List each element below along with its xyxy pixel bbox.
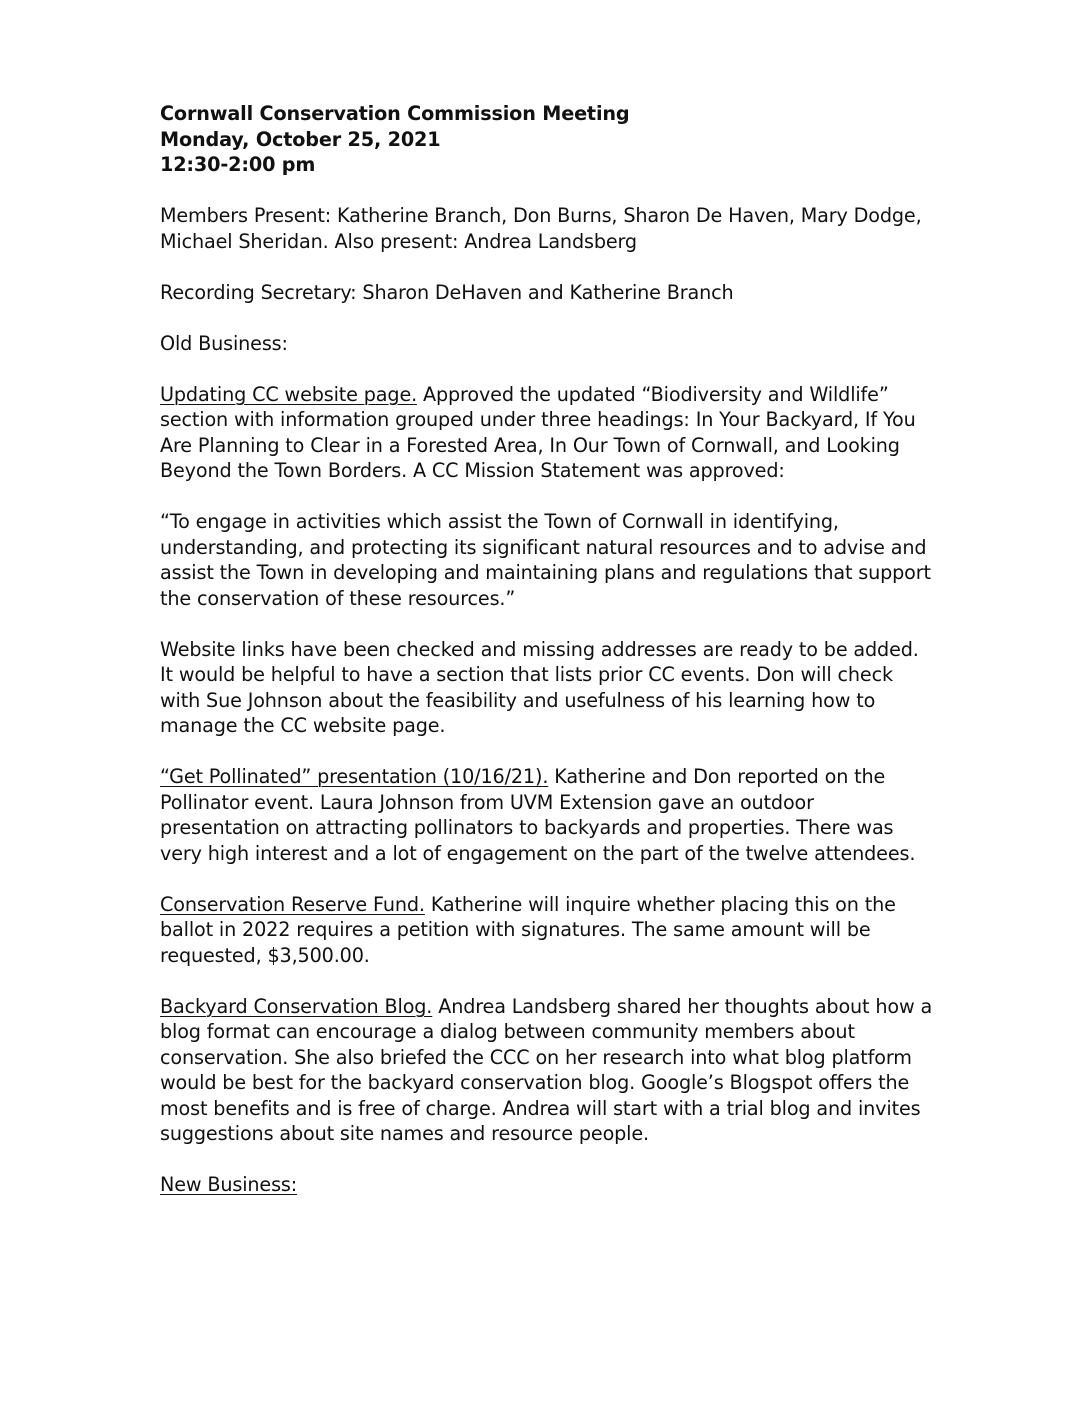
pollinated-paragraph-line: presentation on attracting pollinators to backyards and properties. There was [160, 816, 894, 839]
blog-section-heading: Backyard Conservation Blog. [160, 994, 433, 1018]
spacer [160, 178, 950, 204]
new-business-line [160, 1172, 950, 1198]
pollinated-text: Katherine and Don reported on the [548, 765, 886, 788]
pollinated-paragraph-line: Pollinator event. Laura Johnson from UVM Extension gave an outdoor [160, 790, 814, 814]
blog-paragraph-line: conservation. She also briefed the CCC on her research into what blog platform [160, 1045, 912, 1069]
blog-paragraph-line [160, 994, 950, 1020]
blog-paragraph-line: suggestions about site names and resource people. [160, 1122, 649, 1145]
links-paragraph-line: manage the CC website page. [160, 714, 446, 737]
mission-statement-line: understanding, and protecting its significant natural resources and to advise and [160, 535, 927, 559]
spacer [160, 305, 950, 331]
links-paragraph-line: with Sue Johnson about the feasibility and usefulness of his learning how to [160, 688, 876, 712]
website-paragraph-line [160, 382, 950, 408]
blog-paragraph-line: most benefits and is free of charge. Andrea will start with a trial blog and invites [160, 1096, 921, 1120]
website-paragraph-line: Beyond the Town Borders. A CC Mission Statement was approved: [160, 459, 785, 482]
website-section-heading: Updating CC website page. [160, 382, 418, 406]
new-business-heading: New Business: [160, 1173, 298, 1196]
blog-text: Andrea Landsberg shared her thoughts about how a [432, 994, 933, 1018]
blog-paragraph-line: blog format can encourage a dialog between community members about [160, 1020, 855, 1043]
mission-statement-line: assist the Town in developing and maintaining plans and regulations that support [160, 561, 931, 584]
spacer [160, 1147, 950, 1173]
attendance-line: Members Present: Katherine Branch, Don Burns, Sharon De Haven, Mary Dodge, [160, 204, 922, 227]
links-paragraph-line: It would be helpful to have a section that lists prior CC events. Don will check [160, 663, 893, 686]
old-business-heading: Old Business: [160, 331, 288, 355]
reserve-paragraph-line: requested, $3,500.00. [160, 943, 370, 967]
spacer [160, 968, 950, 994]
website-paragraph-line: Are Planning to Clear in a Forested Area, In Our Town of Cornwall, and Looking [160, 433, 900, 457]
links-paragraph-line: Website links have been checked and missing addresses are ready to be added. [160, 637, 919, 661]
spacer [160, 484, 950, 510]
reserve-text: Katherine will inquire whether placing this on the [424, 892, 896, 916]
recording-secretary: Recording Secretary: Sharon DeHaven and Katherine Branch [160, 280, 734, 304]
spacer [160, 356, 950, 382]
meeting-title: Cornwall Conservation Commission Meeting [160, 102, 630, 125]
blog-paragraph-line: would be best for the backyard conservation blog. Google’s Blogspot offers the [160, 1071, 910, 1094]
reserve-paragraph-line [160, 892, 950, 918]
spacer [160, 611, 950, 637]
reserve-paragraph-line: ballot in 2022 requires a petition with signatures. The same amount will be [160, 918, 871, 941]
spacer [160, 254, 950, 280]
pollinated-paragraph-line [160, 764, 950, 790]
spacer [160, 866, 950, 892]
meeting-time: 12:30-2:00 pm [160, 153, 316, 176]
website-text: Approved the updated “Biodiversity and Wildlife” [417, 382, 889, 406]
spacer [160, 739, 950, 765]
meeting-date: Monday, October 25, 2021 [160, 127, 441, 151]
website-paragraph-line: section with information grouped under three headings: In Your Backyard, If You [160, 408, 916, 431]
pollinated-paragraph-line: very high interest and a lot of engagement on the part of the twelve attendees. [160, 841, 916, 865]
attendance-line: Michael Sheridan. Also present: Andrea Landsberg [160, 229, 637, 253]
mission-statement-line: the conservation of these resources.” [160, 586, 516, 610]
pollinated-section-heading: “Get Pollinated” presentation (10/16/21). [160, 765, 549, 788]
reserve-section-heading: Conservation Reserve Fund. [160, 892, 425, 916]
mission-statement-line: “To engage in activities which assist the Town of Cornwall in identifying, [160, 510, 839, 533]
document-page [160, 101, 950, 1198]
